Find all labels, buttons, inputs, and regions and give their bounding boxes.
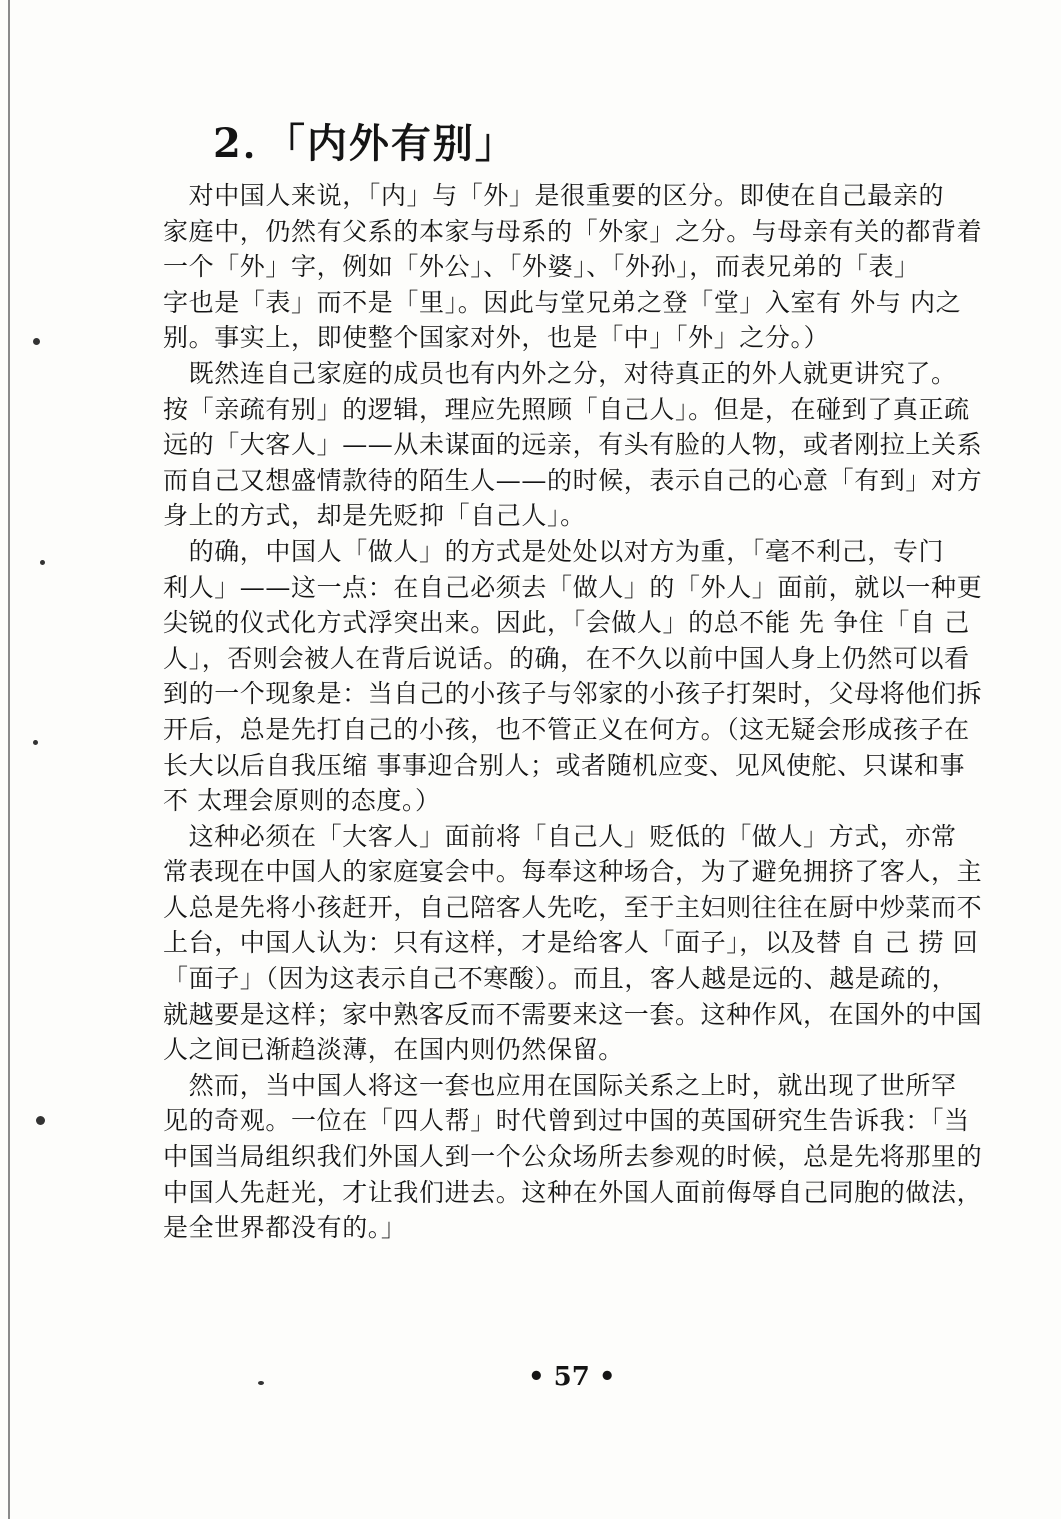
text-line: 然而，当中国人将这一套也应用在国际关系之上时，就出现了世所罕 bbox=[163, 1070, 957, 1100]
text-line: 到的一个现象是：当自己的小孩子与邻家的小孩子打架时，父母将他们拆 bbox=[163, 679, 983, 709]
page-number: • 57 • bbox=[528, 1362, 616, 1392]
text-line: 按「亲疏有别」的逻辑，理应先照顾「自己人」。但是，在碰到了真正疏 bbox=[163, 394, 970, 424]
scan-speck bbox=[258, 1381, 264, 1385]
text-line: 见的奇观。一位在「四人帮」时代曾到过中国的英国研究生告诉我：「当 bbox=[163, 1106, 970, 1136]
text-line: 「面子」（因为这表示自己不寒酸）。而且，客人越是远的、越是疏的， bbox=[163, 964, 958, 994]
text-line: 别。事实上，即使整个国家对外，也是「中」「外」之分。） bbox=[163, 323, 830, 353]
text-line: 家庭中，仍然有父系的本家与母系的「外家」之分。与母亲有关的都背着 bbox=[163, 216, 983, 246]
section-title: 2．「内外有别」 bbox=[213, 120, 517, 167]
body-text bbox=[163, 178, 993, 1246]
text-line: 人之间已渐趋淡薄，在国内则仍然保留。 bbox=[163, 1035, 624, 1065]
scan-speck bbox=[36, 1116, 45, 1125]
text-line: 中国人先赶光，才让我们进去。这种在外国人面前侮辱自己同胞的做法， bbox=[163, 1177, 983, 1207]
text-line: 既然连自己家庭的成员也有内外之分，对待真正的外人就更讲究了。 bbox=[163, 358, 957, 388]
text-line: 字也是「表」而不是「里」。因此与堂兄弟之登「堂」入室有 外与 内之 bbox=[163, 287, 962, 317]
text-line: 一个「外」字，例如「外公」、「外婆」、「外孙」，而表兄弟的「表」 bbox=[163, 252, 920, 282]
text-line: 就越要是这样；家中熟客反而不需要来这一套。这种作风，在国外的中国 bbox=[163, 999, 983, 1029]
text-line: 身上的方式，却是先贬抑「自己人」。 bbox=[163, 501, 586, 531]
text-line: 常表现在中国人的家庭宴会中。每奉这种场合，为了避免拥挤了客人，主 bbox=[163, 857, 983, 887]
text-line: 远的「大客人」——从未谋面的远亲，有头有脸的人物，或者刚拉上关系 bbox=[163, 430, 983, 460]
text-line: 人」，否则会被人在背后说话。的确，在不久以前中国人身上仍然可以看 bbox=[163, 643, 970, 673]
text-line: 这种必须在「大客人」面前将「自己人」贬低的「做人」方式，亦常 bbox=[163, 821, 957, 851]
text-line: 利人」——这一点：在自己必须去「做人」的「外人」面前，就以一种更 bbox=[163, 572, 983, 602]
text-line: 上台，中国人认为：只有这样，才是给客人「面子」，以及替 自 己 捞 回 bbox=[163, 928, 979, 958]
text-line: 的确，中国人「做人」的方式是处处以对方为重，「毫不利己，专门 bbox=[163, 536, 945, 566]
text-line: 开后，总是先打自己的小孩，也不管正义在何方。（这无疑会形成孩子在 bbox=[163, 714, 970, 744]
page-edge-shadow bbox=[8, 0, 10, 1519]
text-line: 而自己又想盛情款待的陌生人——的时候，表示自己的心意「有到」对方 bbox=[163, 465, 983, 495]
text-line: 人总是先将小孩赶开，自己陪客人先吃，至于主妇则往往在厨中炒菜而不 bbox=[163, 892, 983, 922]
text-line: 是全世界都没有的。」 bbox=[163, 1213, 407, 1243]
text-line: 对中国人来说，「内」与「外」是很重要的区分。即使在自己最亲的 bbox=[163, 181, 945, 210]
text-line: 不 太理会原则的态度。） bbox=[163, 786, 441, 816]
scan-speck bbox=[33, 338, 40, 345]
text-line: 尖锐的仪式化方式浮突出来。因此，「会做人」的总不能 先 争住「自 己 bbox=[163, 608, 970, 638]
text-line: 长大以后自我压缩 事事迎合别人；或者随机应变、见风使舵、只谋和事 bbox=[163, 750, 966, 780]
scan-speck bbox=[33, 740, 38, 745]
scan-speck bbox=[40, 560, 45, 565]
text-line: 中国当局组织我们外国人到一个公众场所去参观的时候，总是先将那里的 bbox=[163, 1142, 983, 1172]
